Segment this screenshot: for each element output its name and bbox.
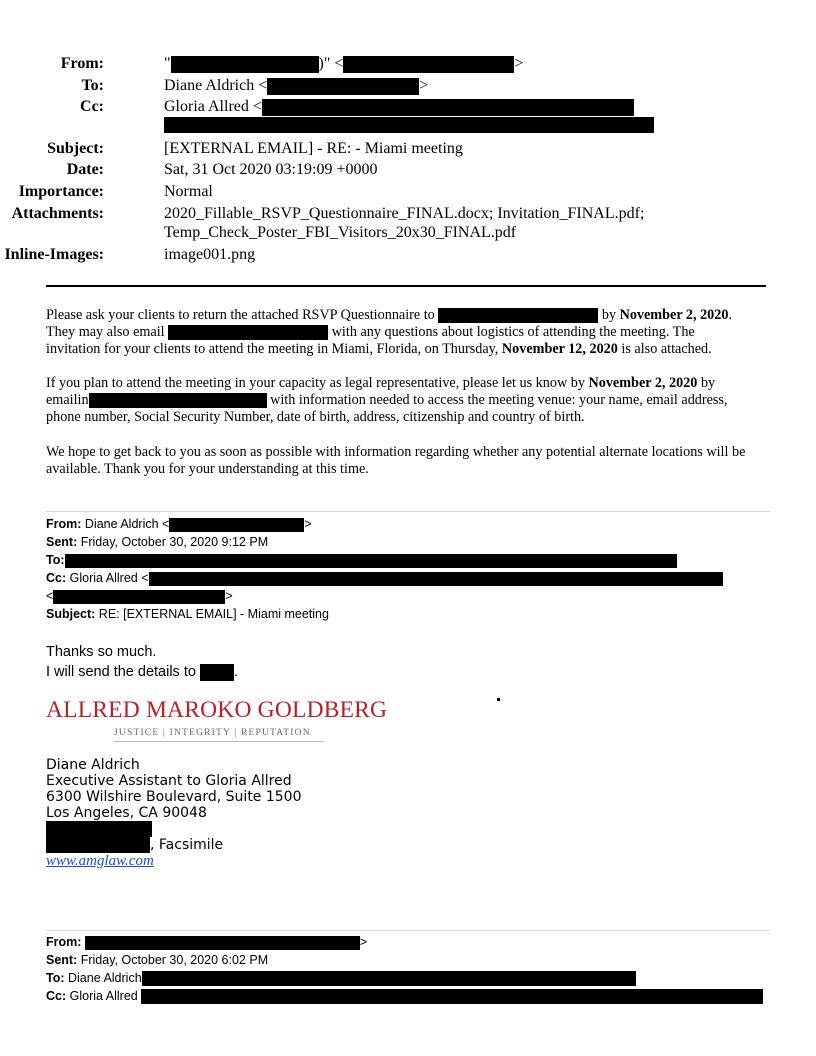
msg1-to-label: To: [46,553,65,567]
msg1-from-label: From: [46,517,82,531]
message-divider [46,511,770,512]
msg1-cc-row [46,569,723,587]
msg2-from-row [46,933,367,951]
msg1-cc-label: Cc: [46,571,67,585]
to-name: Diane Aldrich < [164,77,268,94]
redaction-block [46,821,152,837]
subject-label: Subject: [47,140,104,157]
msg1-sent-value: Friday, October 30, 2020 9:12 PM [80,535,269,549]
text: > [359,935,368,949]
text: I will send the details to [46,664,196,680]
msg1-sent-label: Sent: [46,535,78,549]
text: invitation for your clients to attend the meeting in Miami, Florida, on Thursday, [46,341,499,357]
redaction-block [65,554,677,568]
attachment-list-line1[interactable]: 2020_Fillable_RSVP_Questionnaire_FINAL.docx; Invitation_FINAL.pdf; [164,205,645,222]
from-label: From: [60,55,104,72]
text: phone number, Social Security Number, date of birth, address, citizenship and country of birth. [46,409,585,425]
message-divider [46,930,770,931]
text: , Facsimile [150,837,224,853]
website-link[interactable]: www.amglaw.com [46,853,154,869]
msg2-to-label: To: [46,971,65,985]
subject-value: [EXTERNAL EMAIL] - RE: - Miami meeting [164,140,463,157]
signature-title: Executive Assistant to Gloria Allred [46,773,292,789]
text: > [304,517,312,531]
text: They may also email [46,324,165,340]
date-label: Date: [66,161,104,178]
text: > [225,589,233,603]
body-paragraph-1 [46,307,770,358]
importance-label: Importance: [18,183,104,200]
firm-logo: ALLRED MAROKO GOLDBERG [46,697,388,723]
text: is also attached. [621,341,712,357]
msg2-sent-row [46,951,268,969]
redaction-block [142,971,636,986]
importance-value: Normal [164,183,213,200]
msg2-to-value: Diane Aldrich [68,971,142,985]
msg1-cc-value: Gloria Allred < [69,571,149,585]
from-quote: " [164,55,171,72]
signature-address-2: Los Angeles, CA 90048 [46,805,207,821]
website-row [46,852,154,870]
from-close: > [514,55,524,72]
firm-tagline: JUSTICE | INTEGRITY | REPUTATION [114,728,311,738]
from-mid: )" < [318,55,344,72]
text: with any questions about logistics of attending the meeting. The [331,324,695,340]
to-value [164,75,428,96]
msg1-body-line-2 [46,662,238,682]
text: emailin [46,392,89,408]
text: < [46,589,54,603]
signature-address-1: 6300 Wilshire Boulevard, Suite 1500 [46,789,302,805]
msg2-from-label: From: [46,935,82,949]
msg2-sent-value: Friday, October 30, 2020 6:02 PM [80,953,269,967]
msg1-subject-row [46,605,329,623]
msg1-from-value: Diane Aldrich < [84,517,170,531]
inline-images-value[interactable]: image001.png [164,246,256,263]
msg2-cc-label: Cc: [46,989,67,1003]
text: . [233,664,238,680]
redaction-block [149,572,723,586]
redaction-block [168,325,328,340]
redaction-block [46,837,150,853]
text: If you plan to attend the meeting in your capacity as legal representative, please let us know by [46,375,585,391]
attachment-list-line2[interactable]: Temp_Check_Poster_FBI_Visitors_20x30_FINAL.pdf [164,224,517,241]
to-close: > [419,77,429,94]
body-paragraph-2 [46,375,770,426]
deadline-date: November 2, 2020 [588,375,698,391]
deadline-date: November 2, 2020 [619,307,729,323]
attachments-label: Attachments: [11,205,104,222]
msg2-cc-row [46,987,763,1005]
date-value: Sat, 31 Oct 2020 03:19:09 +0000 [164,161,378,178]
inline-images-label: Inline-Images: [4,246,104,263]
msg1-to-row [46,551,677,569]
msg1-from-row [46,515,312,533]
text: by [700,375,716,391]
redaction-block [262,99,634,116]
msg1-subject-label: Subject: [46,607,96,621]
logo-underline [114,741,324,742]
redaction-block [164,117,654,133]
redaction-block [85,936,360,950]
text: with information needed to access the meeting venue: your name, email address, [270,392,728,408]
stray-dot [497,698,500,701]
text: . [728,307,733,323]
msg1-body-line-1: Thanks so much. [46,644,157,660]
text: We hope to get back to you as soon as possible with information regarding whether any potential alternate locations will be [46,444,746,460]
msg1-cc-row-2 [46,587,233,605]
msg1-subject-value: RE: [EXTERNAL EMAIL] - Miami meeting [98,607,329,621]
cc-value [164,96,634,117]
redaction-block [200,664,234,681]
text: by [601,307,617,323]
msg2-sent-label: Sent: [46,953,78,967]
redaction-block [89,393,267,408]
msg2-cc-value: Gloria Allred [69,989,138,1003]
redaction-block [53,590,225,604]
meeting-date: November 12, 2020 [501,341,618,357]
text: Please ask your clients to return the attached RSVP Questionnaire to [46,307,435,323]
redaction-block [438,308,598,323]
text: available. Thank you for your understanding at this time. [46,461,369,477]
redaction-block [267,78,419,95]
signature-name: Diane Aldrich [46,757,140,773]
redaction-block [141,989,763,1004]
redaction-block [343,56,514,73]
redaction-block [169,518,304,532]
redaction-block [171,56,319,73]
cc-label: Cc: [80,98,104,115]
msg2-to-row [46,969,636,987]
body-paragraph-3 [46,444,770,478]
msg1-sent-row [46,533,268,551]
to-label: To: [81,77,104,94]
cc-name: Gloria Allred < [164,98,262,115]
from-value [164,53,523,74]
header-divider [46,285,766,287]
